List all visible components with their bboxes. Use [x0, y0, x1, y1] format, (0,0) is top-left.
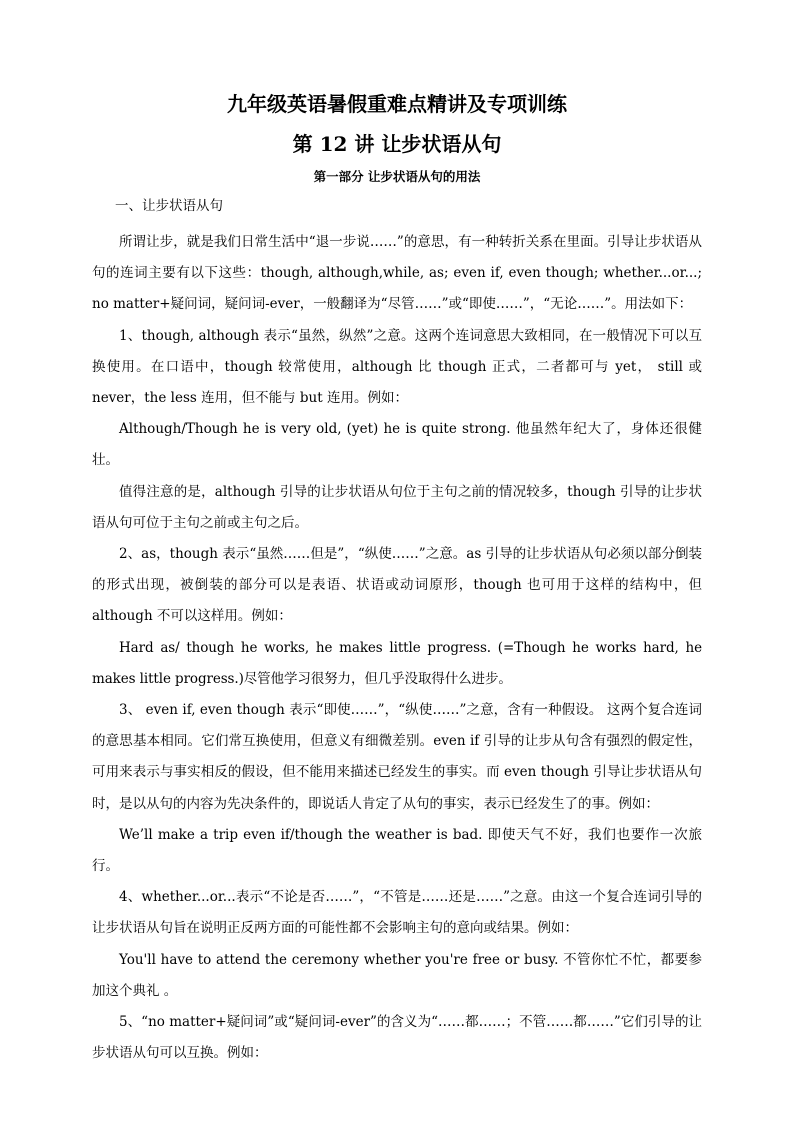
paragraph-example-4: You'll have to attend the ceremony whether you're free or busy. 不管你忙不忙，都要参加这个典礼 。 — [92, 951, 702, 999]
paragraph-intro: 所谓让步，就是我们日常生活中“退一步说……”的意思，有一种转折关系在里面。引导让步状语从句的连词主要有以下这些：though, although,while, as; even if, even though; whether...or...; no matter+疑问词，疑问词-ever，一般翻译为“尽管……”或“即使……”，“无论……”。用法如下： — [92, 234, 702, 313]
paragraph-example-2: Hard as/ though he works, he makes little progress. (=Though he works hard, he makes little progress.)尽管他学习很努力，但几乎没取得什么进步。 — [92, 639, 702, 687]
paragraph-note: 值得注意的是，although 引导的让步状语从句位于主句之前的情况较多，though 引导的让步状语从句可位于主句之前或主句之后。 — [92, 483, 702, 531]
paragraph-example-3: We’ll make a trip even if/though the weather is bad. 即使天气不好，我们也要作一次旅行。 — [92, 826, 702, 875]
paragraph-point-1: 1、though, although 表示“虽然，纵然”之意。这两个连词意思大致相同，在一般情况下可以互换使用。在口语中，though 较常使用，although 比 though 正式，二者都可与 yet， still 或 never，the less 连用，但不能与 but 连用。例如： — [92, 327, 702, 407]
part-title: 第一部分 让步状语从句的用法 — [313, 169, 481, 184]
document-title: 九年级英语暑假重难点精讲及专项训练 — [227, 92, 567, 116]
paragraph-point-2: 2、as，though 表示“虽然……但是”，“纵使……”之意。as 引导的让步状语从句必须以部分倒装的形式出现，被倒装的部分可以是表语、状语或动词原形，though 也可用于这样的结构中，但 although 不可以这样用。例如： — [92, 546, 702, 625]
paragraph-point-5: 5、“no matter+疑问词”或“疑问词-ever”的含义为“……都……；不管……都……”它们引导的让步状语从句可以互换。例如： — [92, 1014, 702, 1062]
lesson-title: 第 12 讲 让步状语从句 — [292, 132, 502, 156]
section-heading: 一、让步状语从句 — [115, 198, 223, 214]
paragraph-point-3: 3、 even if, even though 表示“即使……”，“纵使……”之意，含有一种假设。 这两个复合连词的意思基本相同。它们常互换使用，但意义有细微差别。even if 引导的让步从句含有强烈的假定性，可用来表示与事实相反的假设，但不能用来描述已经发生的事实。而 even though 引导让步状语从句时，是以从句的内容为先决条件的，即说话人肯定了从句的事实，表示已经发生了的事。例如： — [92, 702, 702, 812]
paragraph-point-4: 4、whether...or...表示“不论是否……”，“不管是……还是……”之意。由这一个复合连词引导的让步状语从句旨在说明正反两方面的可能性都不会影响主句的意向或结果。例如： — [92, 889, 702, 937]
paragraph-example-1: Although/Though he is very old, (yet) he is quite strong. 他虽然年纪大了，身体还很健壮。 — [92, 421, 702, 469]
